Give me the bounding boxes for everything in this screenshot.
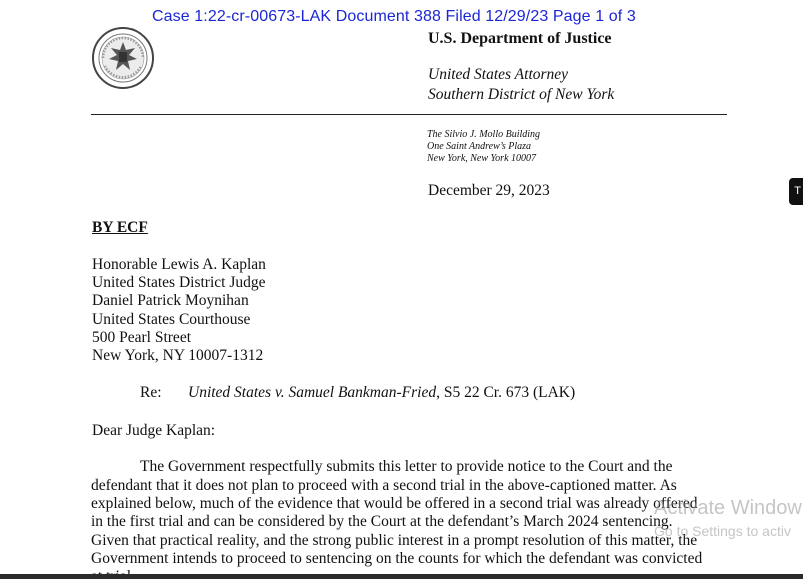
re-case-number: , S5 22 Cr. 673 (LAK)	[436, 384, 576, 401]
body-line: in the first trial and can be considered by the Court at the defendant’s March 2024 sentencing.	[91, 513, 673, 530]
activation-watermark-subtitle: Go to Settings to activ	[654, 523, 791, 539]
side-panel-tab[interactable]: T	[789, 178, 803, 205]
letter-date: December 29, 2023	[428, 182, 550, 199]
activation-watermark-title: Activate Window	[654, 497, 802, 519]
recipient-line: United States Courthouse	[92, 311, 251, 328]
office-address-line-1: The Silvio J. Mollo Building	[427, 129, 541, 140]
recipient-line: United States District Judge	[92, 274, 266, 291]
bottom-bar	[0, 574, 803, 579]
recipient-line: Daniel Patrick Moynihan	[92, 292, 249, 309]
recipient-line: Honorable Lewis A. Kaplan	[92, 256, 266, 273]
body-line: Given that practical reality, and the strong public interest in a prompt resolution of this matter, the	[91, 532, 698, 549]
case-header-stamp: Case 1:22-cr-00673-LAK Document 388 Filed 12/29/23 Page 1 of 3	[152, 8, 636, 25]
department-name: U.S. Department of Justice	[428, 30, 612, 47]
body-line: Government intends to proceed to sentencing on the counts for which the defendant was convicted	[91, 550, 703, 567]
office-line-1: United States Attorney	[428, 66, 569, 83]
re-subject	[188, 384, 575, 402]
re-case-name: United States v. Samuel Bankman-Fried	[188, 384, 437, 401]
body-line: explained below, much of the evidence that would be offered in a second trial was already offered	[91, 495, 698, 512]
header-rule	[91, 114, 727, 115]
recipient-line: 500 Pearl Street	[92, 329, 192, 346]
salutation: Dear Judge Kaplan:	[92, 422, 216, 439]
body-line: The Government respectfully submits this letter to provide notice to the Court and the	[140, 458, 673, 475]
delivery-method: BY ECF	[92, 219, 148, 236]
re-label: Re:	[140, 384, 162, 401]
body-line: defendant that it does not plan to proceed with a second trial in the above-captioned matter. As	[91, 477, 677, 494]
recipient-line: New York, NY 10007-1312	[92, 347, 264, 364]
office-address-line-2: One Saint Andrew’s Plaza	[427, 141, 531, 152]
office-line-2: Southern District of New York	[428, 86, 615, 103]
office-address-line-3: New York, New York 10007	[427, 153, 537, 164]
doj-seal-icon	[91, 26, 155, 90]
